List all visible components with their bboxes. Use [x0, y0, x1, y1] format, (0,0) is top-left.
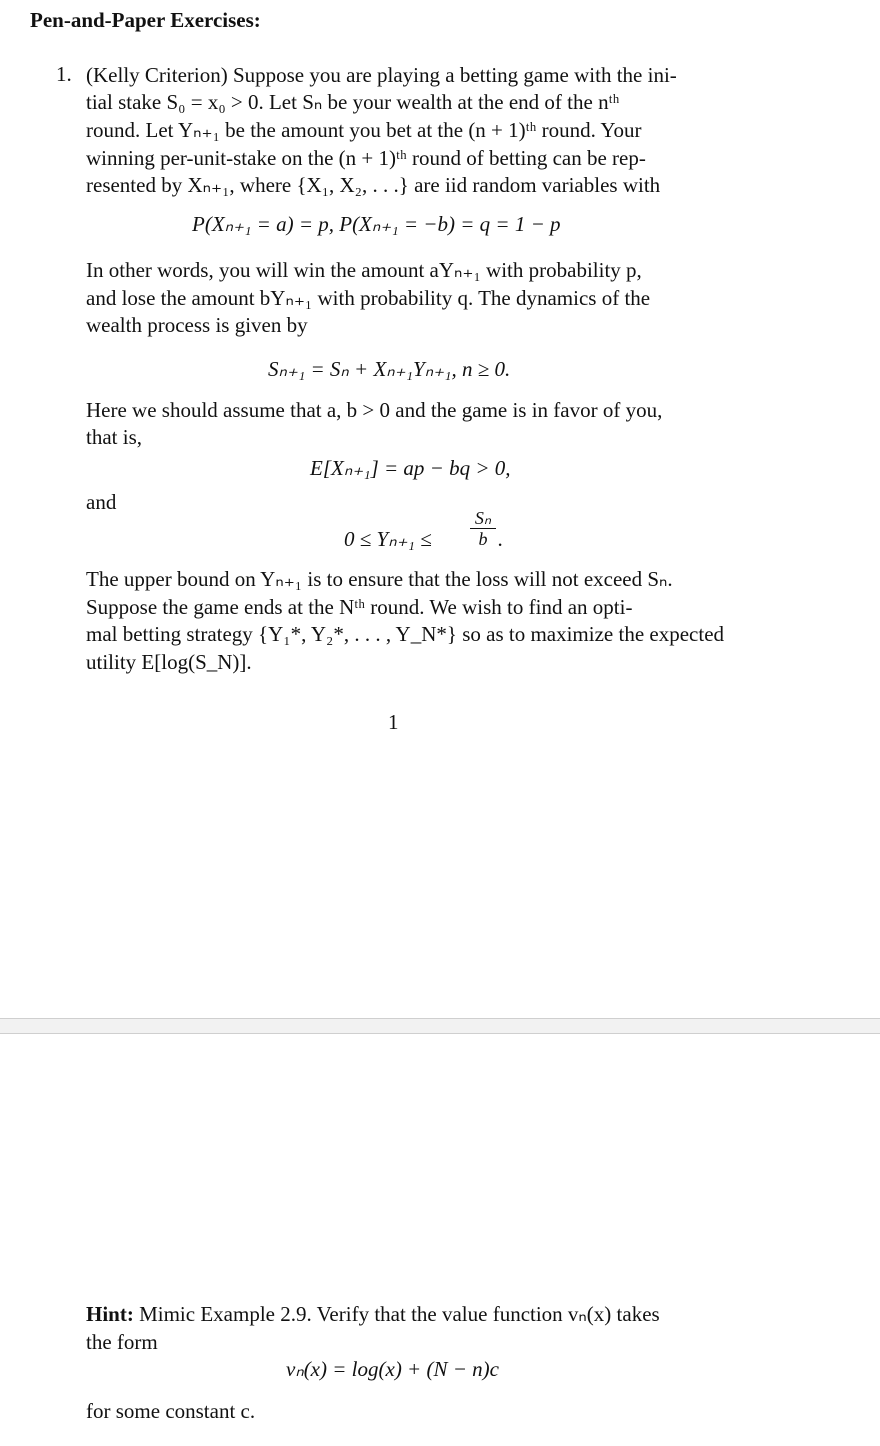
hint-label: Hint:: [86, 1302, 134, 1326]
paragraph-line: In other words, you will win the amount aYₙ₊₁ with probability p,: [86, 258, 642, 282]
paragraph-line: mal betting strategy {Y₁*, Y₂*, . . . , Y_N*} so as to maximize the expected: [86, 622, 725, 646]
paragraph-line: and lose the amount bYₙ₊₁ with probability q. The dynamics of the: [86, 286, 651, 310]
equation-bound-fraction: [470, 508, 496, 549]
page-number: 1: [388, 710, 399, 734]
hint-line-2: the form: [86, 1330, 158, 1354]
paragraph-line: that is,: [86, 425, 142, 449]
equation-expectation: E[Xₙ₊₁] = ap − bq > 0,: [310, 456, 511, 480]
paragraph-line: Here we should assume that a, b > 0 and the game is in favor of you,: [86, 398, 663, 422]
closing-line: for some constant c.: [86, 1399, 256, 1423]
paragraph-line: utility E[log(S_N)].: [86, 650, 252, 674]
fraction-numerator: Sₙ: [470, 508, 496, 529]
and-text: and: [86, 490, 117, 514]
equation-bound-end: .: [498, 527, 504, 551]
equation-bound-left: 0 ≤ Yₙ₊₁ ≤: [344, 527, 432, 551]
equation-probability: P(Xₙ₊₁ = a) = p, P(Xₙ₊₁ = −b) = q = 1 − p: [192, 212, 561, 236]
paragraph-line: tial stake S₀ = x₀ > 0. Let Sₙ be your wealth at the end of the nᵗʰ: [86, 90, 620, 114]
equation-value-function: vₙ(x) = log(x) + (N − n)c: [286, 1357, 499, 1381]
hint-text: Mimic Example 2.9. Verify that the value function vₙ(x) takes: [133, 1302, 660, 1326]
page-separator: [0, 1018, 880, 1034]
page-2: [0, 1034, 880, 1446]
paragraph-line: resented by Xₙ₊₁, where {X₁, X₂, . . .} are iid random variables with: [86, 173, 661, 197]
fraction-denominator: b: [478, 529, 488, 549]
paragraph-line: round. Let Yₙ₊₁ be the amount you bet at the (n + 1)ᵗʰ round. Your: [86, 118, 642, 142]
paragraph-line: wealth process is given by: [86, 313, 308, 337]
paragraph-line: The upper bound on Yₙ₊₁ is to ensure that the loss will not exceed Sₙ.: [86, 567, 673, 591]
page-heading: Pen-and-Paper Exercises:: [30, 8, 261, 32]
equation-dynamics: Sₙ₊₁ = Sₙ + Xₙ₊₁Yₙ₊₁, n ≥ 0.: [268, 357, 511, 381]
exercise-number: 1.: [56, 62, 72, 86]
hint-line: [86, 1301, 660, 1328]
paragraph-line: Suppose the game ends at the Nᵗʰ round. We wish to find an opti-: [86, 595, 633, 619]
paragraph-line: (Kelly Criterion) Suppose you are playing a betting game with the ini-: [86, 63, 677, 87]
paragraph-line: winning per-unit-stake on the (n + 1)ᵗʰ round of betting can be rep-: [86, 146, 646, 170]
